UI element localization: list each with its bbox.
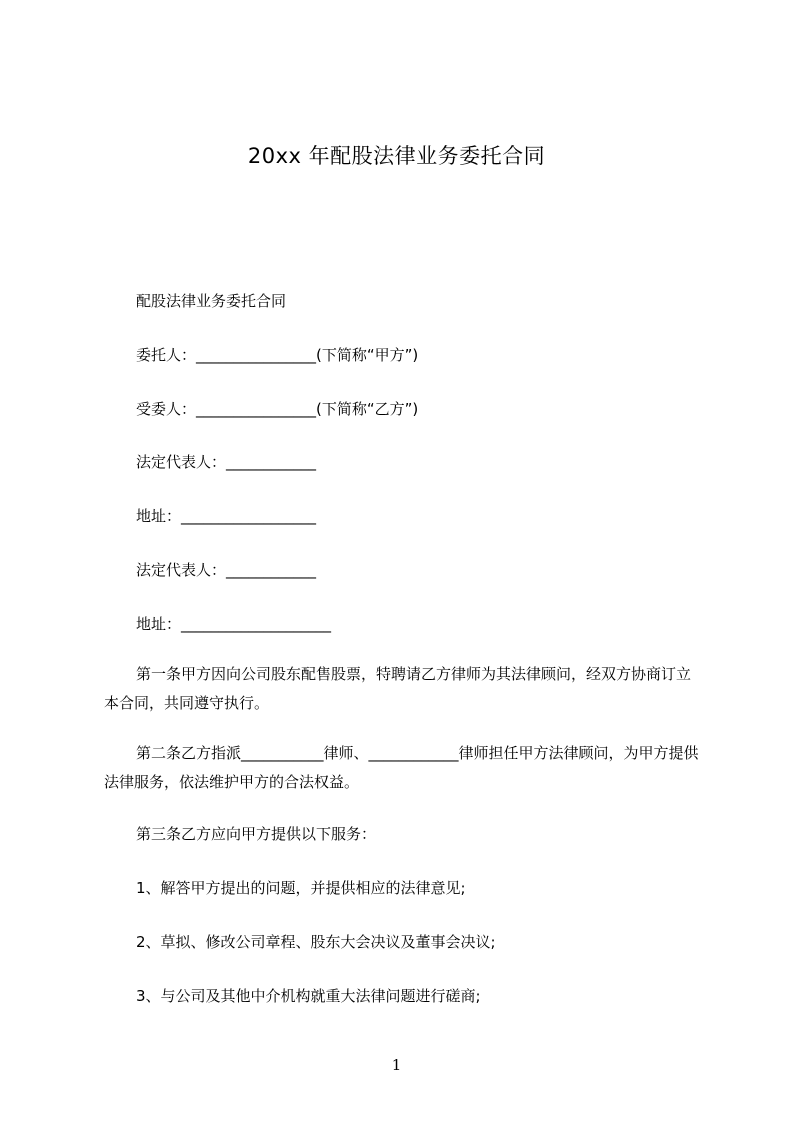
address-line-2: 地址：____________________ bbox=[136, 615, 332, 633]
page-number: 1 bbox=[391, 1056, 402, 1074]
agent-line: 受委人：________________(下简称“乙方”) bbox=[136, 400, 419, 418]
address-line-1: 地址：__________________ bbox=[136, 507, 317, 525]
document-title: 20xx 年配股法律业务委托合同 bbox=[247, 144, 546, 168]
service-item-2: 2、草拟、修改公司章程、股东大会决议及董事会决议; bbox=[136, 933, 496, 951]
article-2-paragraph: 第二条乙方指派___________律师、____________律师担任甲方法律顾问，为甲方提供法律服务，依法维护甲方的合法权益。 bbox=[104, 744, 699, 791]
principal-line: 委托人：________________(下简称“甲方”) bbox=[136, 346, 419, 364]
legal-representative-line-2: 法定代表人：____________ bbox=[136, 561, 317, 579]
legal-representative-line-1: 法定代表人：____________ bbox=[136, 453, 317, 471]
service-item-1: 1、解答甲方提出的问题，并提供相应的法律意见; bbox=[136, 879, 466, 897]
service-item-3: 3、与公司及其他中介机构就重大法律问题进行磋商; bbox=[136, 987, 481, 1005]
contract-subtitle: 配股法律业务委托合同 bbox=[136, 292, 287, 310]
article-3-heading: 第三条乙方应向甲方提供以下服务： bbox=[136, 825, 377, 843]
article-1-paragraph: 第一条甲方因向公司股东配售股票，特聘请乙方律师为其法律顾问，经双方协商订立本合同，共同遵守执行。 bbox=[104, 665, 692, 712]
